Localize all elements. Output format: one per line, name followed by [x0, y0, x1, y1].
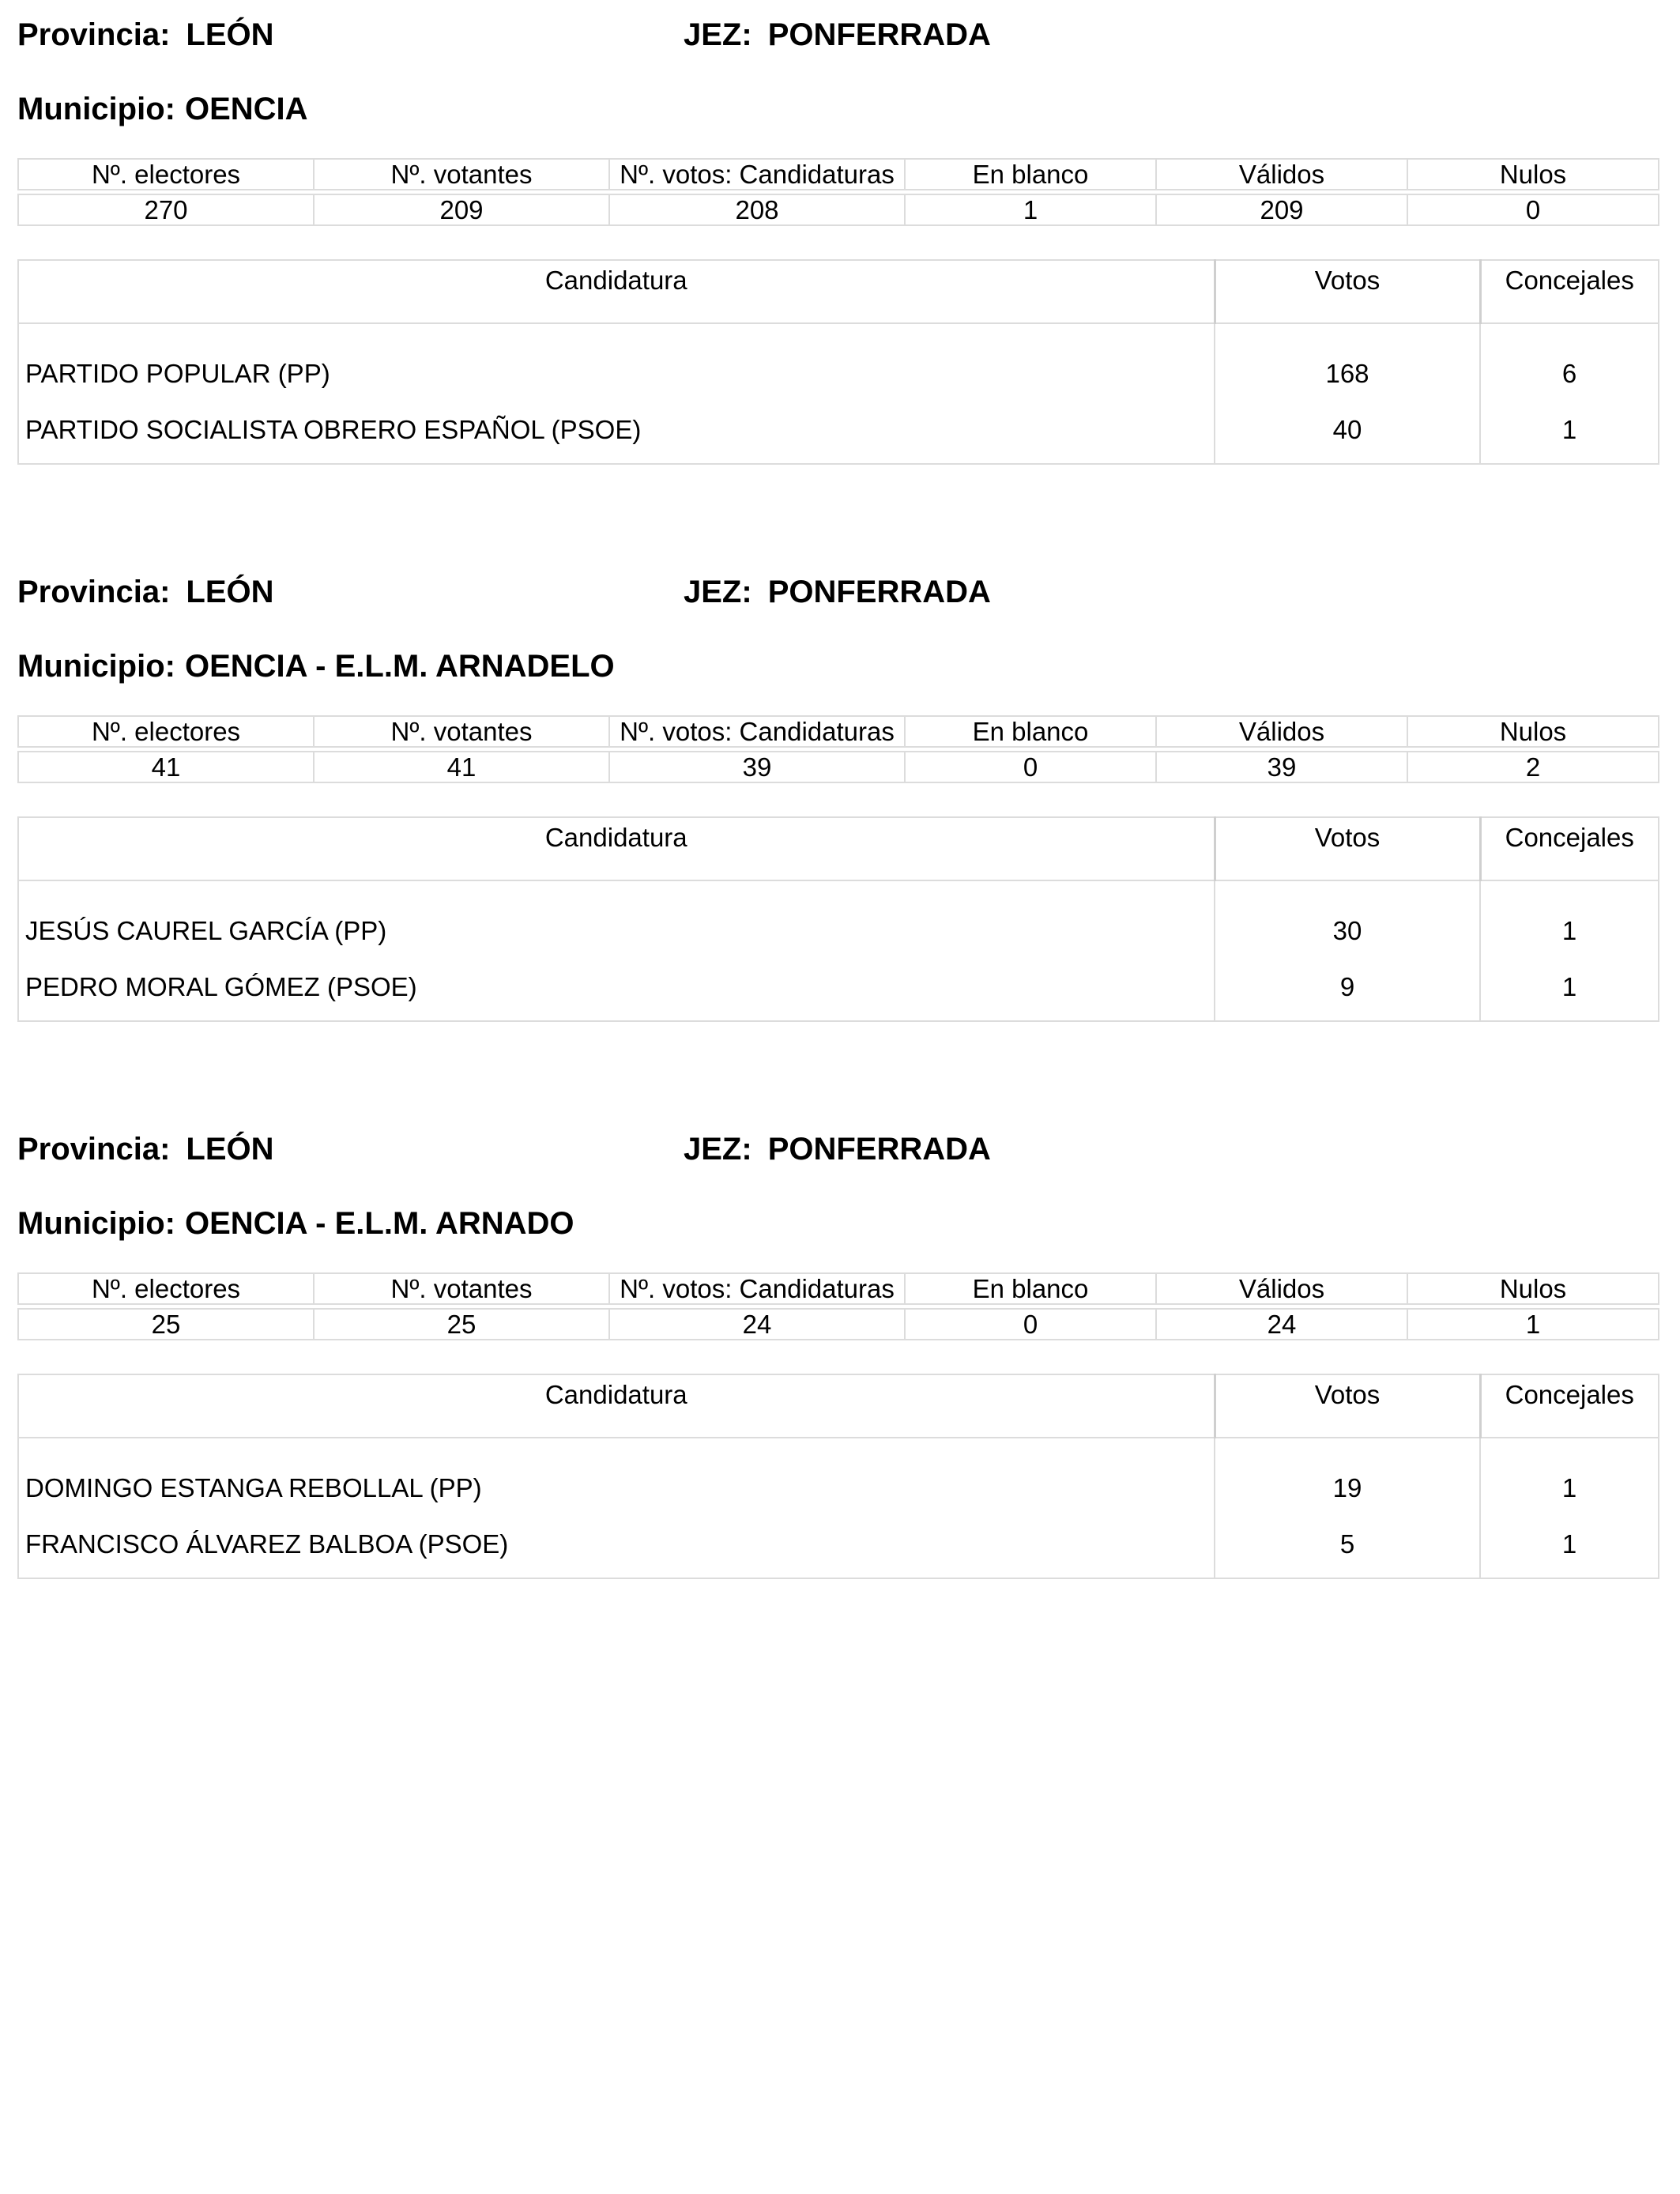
jez-heading: JEZ: PONFERRADA — [684, 1132, 991, 1167]
candidate-name: JESÚS CAUREL GARCÍA (PP) — [25, 916, 387, 945]
header-votos-candidaturas: Nº. votos: Candidaturas — [609, 159, 905, 190]
candidatures-header-row — [18, 260, 1659, 323]
candidatures-header-row — [18, 1374, 1659, 1438]
provincia-heading: Provincia: LEÓN — [17, 1132, 274, 1167]
header-candidatura: Candidatura — [18, 817, 1215, 880]
candidate-name: PARTIDO SOCIALISTA OBRERO ESPAÑOL (PSOE) — [25, 415, 642, 444]
header-votos: Votos — [1215, 260, 1480, 323]
candidate-votos: 40 — [1215, 401, 1480, 464]
header-validos: Válidos — [1156, 1273, 1407, 1304]
header-concejales: Concejales — [1480, 1374, 1659, 1438]
candidate-name: PEDRO MORAL GÓMEZ (PSOE) — [25, 972, 417, 1001]
value-nulos: 1 — [1407, 1309, 1659, 1340]
provincia-heading: Provincia: LEÓN — [17, 17, 274, 52]
candidatures-table — [17, 816, 1659, 1022]
value-votos-candidaturas: 24 — [609, 1309, 905, 1340]
stats-header-row — [18, 716, 1659, 747]
candidate-votos: 19 — [1215, 1438, 1480, 1516]
header-votos: Votos — [1215, 1374, 1480, 1438]
candidate-name: FRANCISCO ÁLVAREZ BALBOA (PSOE) — [25, 1529, 509, 1559]
table-row — [18, 959, 1659, 1021]
municipio-value: OENCIA - E.L.M. ARNADO — [184, 1206, 574, 1241]
header-electores: Nº. electores — [18, 1273, 314, 1304]
stats-table — [17, 158, 1659, 226]
header-en-blanco: En blanco — [905, 159, 1156, 190]
table-row — [18, 1438, 1659, 1516]
stats-value-row — [18, 752, 1659, 782]
value-votantes: 25 — [314, 1309, 609, 1340]
jez-heading: JEZ: PONFERRADA — [684, 17, 991, 52]
header-nulos: Nulos — [1407, 1273, 1659, 1304]
candidatures-table — [17, 259, 1659, 465]
header-candidatura: Candidatura — [18, 1374, 1215, 1438]
candidate-name: DOMINGO ESTANGA REBOLLAL (PP) — [25, 1473, 482, 1502]
table-row — [18, 1516, 1659, 1578]
jez-heading: JEZ: PONFERRADA — [684, 575, 991, 609]
municipio-value: OENCIA - E.L.M. ARNADELO — [184, 649, 615, 684]
header-votos-candidaturas: Nº. votos: Candidaturas — [609, 1273, 905, 1304]
provincia-value: LEÓN — [186, 1132, 274, 1167]
table-row — [18, 401, 1659, 464]
header-votantes: Nº. votantes — [314, 716, 609, 747]
candidate-votos: 30 — [1215, 880, 1480, 959]
header-votantes: Nº. votantes — [314, 1273, 609, 1304]
value-votos-candidaturas: 208 — [609, 194, 905, 225]
header-en-blanco: En blanco — [905, 716, 1156, 747]
header-votos: Votos — [1215, 817, 1480, 880]
header-electores: Nº. electores — [18, 716, 314, 747]
candidate-name: PARTIDO POPULAR (PP) — [25, 359, 330, 388]
table-row — [18, 880, 1659, 959]
header-validos: Válidos — [1156, 716, 1407, 747]
municipio-heading: Municipio: OENCIA - E.L.M. ARNADO — [17, 1206, 574, 1241]
value-validos: 24 — [1156, 1309, 1407, 1340]
value-votantes: 209 — [314, 194, 609, 225]
value-electores: 270 — [18, 194, 314, 225]
jez-value: PONFERRADA — [767, 17, 991, 52]
header-validos: Válidos — [1156, 159, 1407, 190]
value-nulos: 2 — [1407, 752, 1659, 782]
header-nulos: Nulos — [1407, 159, 1659, 190]
election-section-1 — [17, 16, 1658, 490]
candidate-concejales: 1 — [1480, 1438, 1659, 1516]
provincia-value: LEÓN — [186, 17, 274, 52]
value-en-blanco: 0 — [905, 752, 1156, 782]
candidate-votos: 5 — [1215, 1516, 1480, 1578]
header-candidatura: Candidatura — [18, 260, 1215, 323]
candidate-votos: 9 — [1215, 959, 1480, 1021]
municipio-value: OENCIA — [184, 92, 308, 126]
jez-value: PONFERRADA — [767, 1132, 991, 1167]
stats-header-row — [18, 159, 1659, 190]
election-section-2 — [17, 573, 1658, 1047]
header-concejales: Concejales — [1480, 260, 1659, 323]
header-concejales: Concejales — [1480, 817, 1659, 880]
stats-table — [17, 715, 1659, 783]
candidatures-header-row — [18, 817, 1659, 880]
candidate-concejales: 1 — [1480, 1516, 1659, 1578]
municipio-heading: Municipio: OENCIA - E.L.M. ARNADELO — [17, 649, 615, 684]
stats-value-row — [18, 194, 1659, 225]
table-row — [18, 323, 1659, 401]
value-validos: 39 — [1156, 752, 1407, 782]
value-en-blanco: 1 — [905, 194, 1156, 225]
value-votos-candidaturas: 39 — [609, 752, 905, 782]
value-votantes: 41 — [314, 752, 609, 782]
value-electores: 41 — [18, 752, 314, 782]
jez-value: PONFERRADA — [767, 575, 991, 609]
stats-table — [17, 1272, 1659, 1340]
value-electores: 25 — [18, 1309, 314, 1340]
header-electores: Nº. electores — [18, 159, 314, 190]
candidate-concejales: 1 — [1480, 880, 1659, 959]
municipio-heading: Municipio: OENCIA — [17, 92, 308, 126]
stats-header-row — [18, 1273, 1659, 1304]
header-nulos: Nulos — [1407, 716, 1659, 747]
provincia-heading: Provincia: LEÓN — [17, 575, 274, 609]
candidate-concejales: 1 — [1480, 401, 1659, 464]
value-nulos: 0 — [1407, 194, 1659, 225]
candidatures-table — [17, 1374, 1659, 1579]
header-en-blanco: En blanco — [905, 1273, 1156, 1304]
provincia-value: LEÓN — [186, 575, 274, 609]
header-votantes: Nº. votantes — [314, 159, 609, 190]
value-en-blanco: 0 — [905, 1309, 1156, 1340]
candidate-concejales: 1 — [1480, 959, 1659, 1021]
header-votos-candidaturas: Nº. votos: Candidaturas — [609, 716, 905, 747]
election-section-3 — [17, 1130, 1658, 1604]
candidate-votos: 168 — [1215, 323, 1480, 401]
stats-value-row — [18, 1309, 1659, 1340]
value-validos: 209 — [1156, 194, 1407, 225]
candidate-concejales: 6 — [1480, 323, 1659, 401]
